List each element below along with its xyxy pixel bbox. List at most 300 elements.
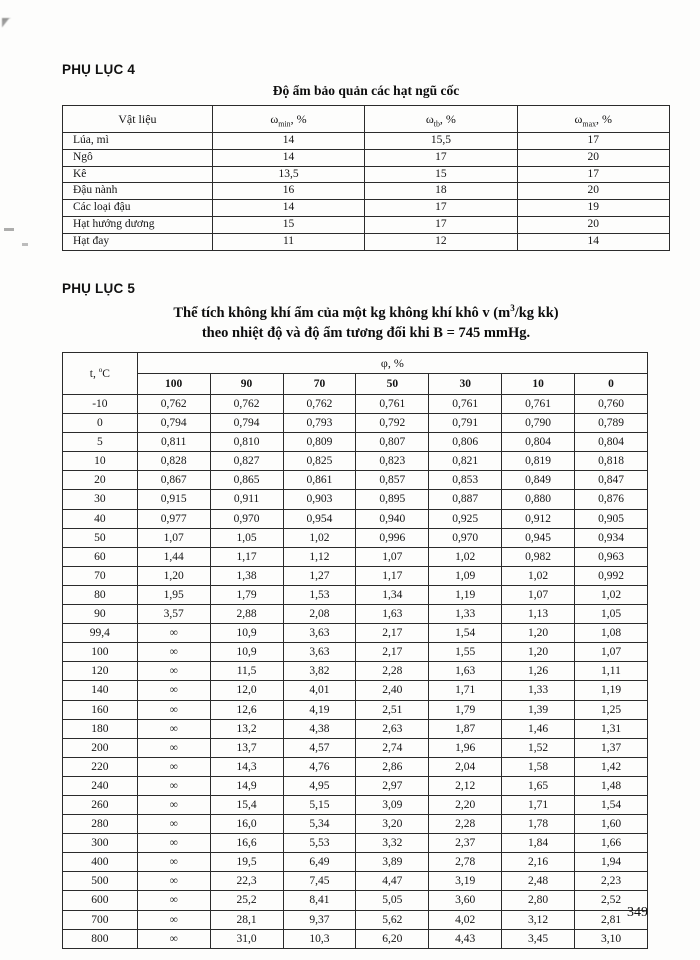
omega-max-cell: 14 [517, 233, 669, 250]
volume-cell: 2,28 [429, 815, 502, 834]
temperature-cell: 800 [63, 929, 138, 948]
volume-cell: ∞ [137, 776, 210, 795]
temperature-cell: 5 [63, 433, 138, 452]
volume-cell: 0,861 [283, 471, 356, 490]
volume-cell: 2,23 [575, 872, 648, 891]
volume-cell: 7,45 [283, 872, 356, 891]
volume-cell: 6,49 [283, 853, 356, 872]
volume-cell: 1,60 [575, 815, 648, 834]
volume-cell: 1,02 [429, 547, 502, 566]
volume-cell: 11,5 [210, 662, 283, 681]
omega-min-cell: 13,5 [212, 166, 364, 183]
volume-cell: 1,38 [210, 566, 283, 585]
volume-cell: 3,10 [575, 929, 648, 948]
volume-cell: 0,905 [575, 509, 648, 528]
volume-cell: 0,827 [210, 452, 283, 471]
table-row [63, 566, 648, 585]
column-header-phi-90: 90 [210, 374, 283, 395]
volume-cell: 1,20 [502, 643, 575, 662]
volume-cell: 8,41 [283, 891, 356, 910]
omega-max-cell: 17 [517, 166, 669, 183]
volume-cell: 4,47 [356, 872, 429, 891]
table-header-row [63, 106, 670, 133]
volume-cell: 1,44 [137, 547, 210, 566]
volume-cell: 0,762 [283, 395, 356, 414]
column-header-phi-0: 0 [575, 374, 648, 395]
volume-cell: 3,82 [283, 662, 356, 681]
volume-cell: 0,794 [137, 414, 210, 433]
volume-cell: 14,9 [210, 776, 283, 795]
temperature-cell: 30 [63, 490, 138, 509]
temperature-cell: 80 [63, 585, 138, 604]
material-cell: Hạt đay [63, 233, 213, 250]
table-row [63, 547, 648, 566]
volume-cell: 1,12 [283, 547, 356, 566]
volume-cell: 0,895 [356, 490, 429, 509]
omega-max-symbol: ω [574, 111, 583, 126]
volume-cell: 5,15 [283, 795, 356, 814]
volume-cell: 12,6 [210, 700, 283, 719]
volume-cell: 3,12 [502, 910, 575, 929]
temperature-cell: 200 [63, 738, 138, 757]
volume-cell: 2,37 [429, 834, 502, 853]
volume-cell: ∞ [137, 643, 210, 662]
appendix-5-heading: PHỤ LỤC 5 [62, 281, 136, 296]
column-header-phi-50: 50 [356, 374, 429, 395]
table-row [63, 834, 648, 853]
appendix-5-title-line-1-part-a: Thể tích không khí ẩm của một kg không khí khô v (m [173, 305, 511, 321]
volume-cell: 2,20 [429, 795, 502, 814]
volume-cell: ∞ [137, 853, 210, 872]
omega-tb-symbol: ω [425, 111, 434, 126]
cubic-metre-exponent: 3 [510, 303, 515, 314]
volume-cell: 0,793 [283, 414, 356, 433]
temperature-cell: 40 [63, 509, 138, 528]
volume-cell: 10,9 [210, 643, 283, 662]
volume-cell: 1,05 [210, 528, 283, 547]
appendix-5-table-title [62, 304, 670, 343]
omega-max-cell: 20 [517, 183, 669, 200]
table-row [63, 700, 648, 719]
table-row [63, 149, 670, 166]
volume-cell: 13,2 [210, 719, 283, 738]
table-row [63, 624, 648, 643]
volume-cell: 1,54 [429, 624, 502, 643]
omega-tb-cell: 17 [365, 200, 517, 217]
table-row [63, 891, 648, 910]
temperature-cell: 260 [63, 795, 138, 814]
table-row [63, 133, 670, 150]
volume-cell: 9,37 [283, 910, 356, 929]
table-row [63, 738, 648, 757]
column-header-phi-10: 10 [502, 374, 575, 395]
volume-cell: 1,63 [429, 662, 502, 681]
omega-max-unit: , % [596, 111, 613, 126]
volume-cell: 10,3 [283, 929, 356, 948]
table-row [63, 395, 648, 414]
volume-cell: 2,04 [429, 757, 502, 776]
table-row [63, 452, 648, 471]
volume-cell: 0,818 [575, 452, 648, 471]
volume-cell: 0,887 [429, 490, 502, 509]
table-row [63, 216, 670, 233]
volume-cell: 2,86 [356, 757, 429, 776]
volume-cell: 0,810 [210, 433, 283, 452]
volume-cell: 2,81 [575, 910, 648, 929]
temperature-cell: 10 [63, 452, 138, 471]
volume-cell: 1,09 [429, 566, 502, 585]
volume-cell: 3,89 [356, 853, 429, 872]
temperature-cell: 20 [63, 471, 138, 490]
volume-cell: 0,925 [429, 509, 502, 528]
volume-cell: 2,08 [283, 605, 356, 624]
volume-cell: 19,5 [210, 853, 283, 872]
volume-cell: 1,48 [575, 776, 648, 795]
moist-air-volume-table [62, 352, 648, 949]
volume-cell: 0,849 [502, 471, 575, 490]
table-row [63, 719, 648, 738]
volume-cell: 3,09 [356, 795, 429, 814]
volume-cell: 1,71 [502, 795, 575, 814]
volume-cell: 0,794 [210, 414, 283, 433]
table-row [63, 509, 648, 528]
temperature-cell: -10 [63, 395, 138, 414]
volume-cell: 5,53 [283, 834, 356, 853]
temperature-cell: 500 [63, 872, 138, 891]
volume-cell: 1,42 [575, 757, 648, 776]
temperature-cell: 700 [63, 910, 138, 929]
volume-cell: 12,0 [210, 681, 283, 700]
volume-cell: 4,19 [283, 700, 356, 719]
temperature-cell: 220 [63, 757, 138, 776]
column-header-relative-humidity-group: φ, % [137, 353, 647, 374]
omega-min-unit: , % [290, 111, 307, 126]
volume-cell: ∞ [137, 795, 210, 814]
volume-cell: 4,95 [283, 776, 356, 795]
volume-cell: 0,762 [210, 395, 283, 414]
volume-cell: 15,4 [210, 795, 283, 814]
volume-cell: 1,02 [575, 585, 648, 604]
temperature-cell: 90 [63, 605, 138, 624]
volume-cell: 1,37 [575, 738, 648, 757]
volume-cell: 0,804 [502, 433, 575, 452]
grain-moisture-table-body [63, 133, 670, 251]
table-row [63, 166, 670, 183]
page-number: 349 [627, 905, 648, 920]
volume-cell: 5,05 [356, 891, 429, 910]
material-cell: Hạt hướng dương [63, 216, 213, 233]
volume-cell: 1,63 [356, 605, 429, 624]
temperature-cell: 99,4 [63, 624, 138, 643]
temperature-cell: 300 [63, 834, 138, 853]
table-row [63, 200, 670, 217]
volume-cell: 2,16 [502, 853, 575, 872]
volume-cell: 2,40 [356, 681, 429, 700]
omega-min-cell: 14 [212, 133, 364, 150]
volume-cell: 6,20 [356, 929, 429, 948]
volume-cell: 16,0 [210, 815, 283, 834]
volume-cell: 14,3 [210, 757, 283, 776]
column-header-phi-70: 70 [283, 374, 356, 395]
table-row [63, 233, 670, 250]
temperature-cell: 600 [63, 891, 138, 910]
table-row [63, 815, 648, 834]
volume-cell: ∞ [137, 757, 210, 776]
omega-tb-unit: , % [439, 111, 456, 126]
appendix-5-title-line-2: theo nhiệt độ và độ ẩm tương đối khi B = 745 mmHg. [201, 324, 531, 341]
temperature-cell: 160 [63, 700, 138, 719]
volume-cell: 0,945 [502, 528, 575, 547]
volume-cell: 1,20 [502, 624, 575, 643]
table-row [63, 183, 670, 200]
temperature-cell: 240 [63, 776, 138, 795]
volume-cell: ∞ [137, 719, 210, 738]
volume-cell: 0,996 [356, 528, 429, 547]
volume-cell: ∞ [137, 815, 210, 834]
volume-cell: 1,20 [137, 566, 210, 585]
omega-min-cell: 11 [212, 233, 364, 250]
volume-cell: 22,3 [210, 872, 283, 891]
volume-cell: 1,07 [575, 643, 648, 662]
volume-cell: 1,79 [429, 700, 502, 719]
appendix-4-heading: PHỤ LỤC 4 [62, 62, 136, 77]
volume-cell: 1,31 [575, 719, 648, 738]
volume-cell: 1,71 [429, 681, 502, 700]
temperature-cell: 70 [63, 566, 138, 585]
table-row [63, 662, 648, 681]
table-row [63, 528, 648, 547]
volume-cell: 3,57 [137, 605, 210, 624]
volume-cell: 1,94 [575, 853, 648, 872]
table-row [63, 605, 648, 624]
table-row [63, 433, 648, 452]
volume-cell: 1,33 [502, 681, 575, 700]
table-row [63, 795, 648, 814]
volume-cell: 2,74 [356, 738, 429, 757]
temperature-symbol: t, [89, 367, 99, 380]
omega-tb-cell: 18 [365, 183, 517, 200]
volume-cell: 3,45 [502, 929, 575, 948]
volume-cell: 0,792 [356, 414, 429, 433]
volume-cell: 1,05 [575, 605, 648, 624]
volume-cell: 1,08 [575, 624, 648, 643]
volume-cell: ∞ [137, 681, 210, 700]
volume-cell: 1,65 [502, 776, 575, 795]
volume-cell: 1,13 [502, 605, 575, 624]
volume-cell: 0,911 [210, 490, 283, 509]
omega-max-cell: 19 [517, 200, 669, 217]
volume-cell: 0,970 [210, 509, 283, 528]
volume-cell: 2,48 [502, 872, 575, 891]
scan-artifact-left-upper [4, 228, 14, 231]
volume-cell: 3,60 [429, 891, 502, 910]
volume-cell: 3,19 [429, 872, 502, 891]
volume-cell: 1,54 [575, 795, 648, 814]
volume-cell: 2,51 [356, 700, 429, 719]
scan-artifact-top-left [2, 18, 28, 36]
volume-cell: 1,19 [575, 681, 648, 700]
volume-cell: 2,63 [356, 719, 429, 738]
omega-max-subscript: max [582, 118, 597, 128]
volume-cell: ∞ [137, 910, 210, 929]
volume-cell: 0,828 [137, 452, 210, 471]
omega-max-cell: 20 [517, 216, 669, 233]
volume-cell: 1,02 [283, 528, 356, 547]
table-row [63, 872, 648, 891]
table-header-row-group [63, 353, 648, 374]
omega-tb-cell: 15,5 [365, 133, 517, 150]
volume-cell: 0,865 [210, 471, 283, 490]
volume-cell: 1,87 [429, 719, 502, 738]
table-row [63, 490, 648, 509]
volume-cell: 0,825 [283, 452, 356, 471]
volume-cell: 4,76 [283, 757, 356, 776]
omega-tb-cell: 15 [365, 166, 517, 183]
table-row [63, 471, 648, 490]
volume-cell: 0,915 [137, 490, 210, 509]
volume-cell: 1,58 [502, 757, 575, 776]
volume-cell: ∞ [137, 834, 210, 853]
table-row [63, 853, 648, 872]
volume-cell: 0,760 [575, 395, 648, 414]
volume-cell: 0,963 [575, 547, 648, 566]
volume-cell: 16,6 [210, 834, 283, 853]
omega-max-cell: 20 [517, 149, 669, 166]
column-header-phi-30: 30 [429, 374, 502, 395]
column-header-temperature [63, 353, 138, 395]
material-cell: Kê [63, 166, 213, 183]
volume-cell: 1,39 [502, 700, 575, 719]
volume-cell: 0,823 [356, 452, 429, 471]
volume-cell: 1,25 [575, 700, 648, 719]
volume-cell: 0,940 [356, 509, 429, 528]
table-row [63, 414, 648, 433]
volume-cell: 0,867 [137, 471, 210, 490]
volume-cell: 1,96 [429, 738, 502, 757]
volume-cell: 0,821 [429, 452, 502, 471]
volume-cell: 1,19 [429, 585, 502, 604]
volume-cell: 0,977 [137, 509, 210, 528]
omega-tb-cell: 12 [365, 233, 517, 250]
volume-cell: 1,11 [575, 662, 648, 681]
volume-cell: 5,34 [283, 815, 356, 834]
volume-cell: 5,62 [356, 910, 429, 929]
volume-cell: 0,819 [502, 452, 575, 471]
volume-cell: 1,78 [502, 815, 575, 834]
material-cell: Lúa, mì [63, 133, 213, 150]
volume-cell: 0,970 [429, 528, 502, 547]
degree-symbol: o [98, 365, 103, 374]
omega-tb-subscript: tb [433, 118, 440, 128]
table-row [63, 681, 648, 700]
volume-cell: 1,07 [356, 547, 429, 566]
volume-cell: 0,790 [502, 414, 575, 433]
omega-max-cell: 17 [517, 133, 669, 150]
volume-cell: 1,34 [356, 585, 429, 604]
material-cell: Ngô [63, 149, 213, 166]
temperature-cell: 280 [63, 815, 138, 834]
volume-cell: 1,95 [137, 585, 210, 604]
volume-cell: 0,847 [575, 471, 648, 490]
table-row [63, 643, 648, 662]
volume-cell: ∞ [137, 624, 210, 643]
volume-cell: 4,57 [283, 738, 356, 757]
volume-cell: ∞ [137, 662, 210, 681]
volume-cell: 0,761 [429, 395, 502, 414]
volume-cell: 0,992 [575, 566, 648, 585]
table-row [63, 757, 648, 776]
volume-cell: 2,88 [210, 605, 283, 624]
scan-artifact-left-lower [22, 243, 28, 246]
appendix-5-title-line-1-part-b: /kg kk) [514, 305, 559, 321]
volume-cell: 2,17 [356, 624, 429, 643]
material-cell: Đậu nành [63, 183, 213, 200]
volume-cell: 1,07 [502, 585, 575, 604]
volume-cell: 0,809 [283, 433, 356, 452]
volume-cell: 1,26 [502, 662, 575, 681]
volume-cell: 1,79 [210, 585, 283, 604]
volume-cell: 1,53 [283, 585, 356, 604]
grain-moisture-table [62, 105, 670, 251]
temperature-cell: 180 [63, 719, 138, 738]
column-header-material: Vật liệu [63, 106, 213, 133]
volume-cell: 3,32 [356, 834, 429, 853]
volume-cell: 1,02 [502, 566, 575, 585]
temperature-cell: 400 [63, 853, 138, 872]
volume-cell: 0,954 [283, 509, 356, 528]
temperature-cell: 60 [63, 547, 138, 566]
table-row [63, 585, 648, 604]
table-row [63, 910, 648, 929]
volume-cell: 2,78 [429, 853, 502, 872]
volume-cell: 0,903 [283, 490, 356, 509]
volume-cell: 0,853 [429, 471, 502, 490]
volume-cell: 0,806 [429, 433, 502, 452]
appendix-4-table-title: Độ ẩm bảo quản các hạt ngũ cốc [272, 83, 460, 98]
table-header-row-phi-values [63, 374, 648, 395]
volume-cell: 1,17 [356, 566, 429, 585]
omega-min-cell: 15 [212, 216, 364, 233]
volume-cell: 0,807 [356, 433, 429, 452]
volume-cell: 2,17 [356, 643, 429, 662]
volume-cell: ∞ [137, 929, 210, 948]
volume-cell: 1,46 [502, 719, 575, 738]
volume-cell: 0,791 [429, 414, 502, 433]
volume-cell: 0,880 [502, 490, 575, 509]
volume-cell: 1,07 [137, 528, 210, 547]
volume-cell: 0,761 [502, 395, 575, 414]
volume-cell: 3,63 [283, 643, 356, 662]
column-header-omega-min [212, 106, 364, 133]
volume-cell: 0,912 [502, 509, 575, 528]
volume-cell: 0,857 [356, 471, 429, 490]
volume-cell: 0,804 [575, 433, 648, 452]
omega-min-cell: 14 [212, 149, 364, 166]
volume-cell: 4,01 [283, 681, 356, 700]
temperature-cell: 50 [63, 528, 138, 547]
volume-cell: 1,33 [429, 605, 502, 624]
temperature-cell: 0 [63, 414, 138, 433]
volume-cell: 0,876 [575, 490, 648, 509]
column-header-omega-tb [365, 106, 517, 133]
moist-air-volume-table-body [63, 395, 648, 949]
volume-cell: 0,811 [137, 433, 210, 452]
volume-cell: 2,97 [356, 776, 429, 795]
omega-min-symbol: ω [270, 111, 279, 126]
volume-cell: ∞ [137, 891, 210, 910]
volume-cell: 0,761 [356, 395, 429, 414]
temperature-cell: 140 [63, 681, 138, 700]
